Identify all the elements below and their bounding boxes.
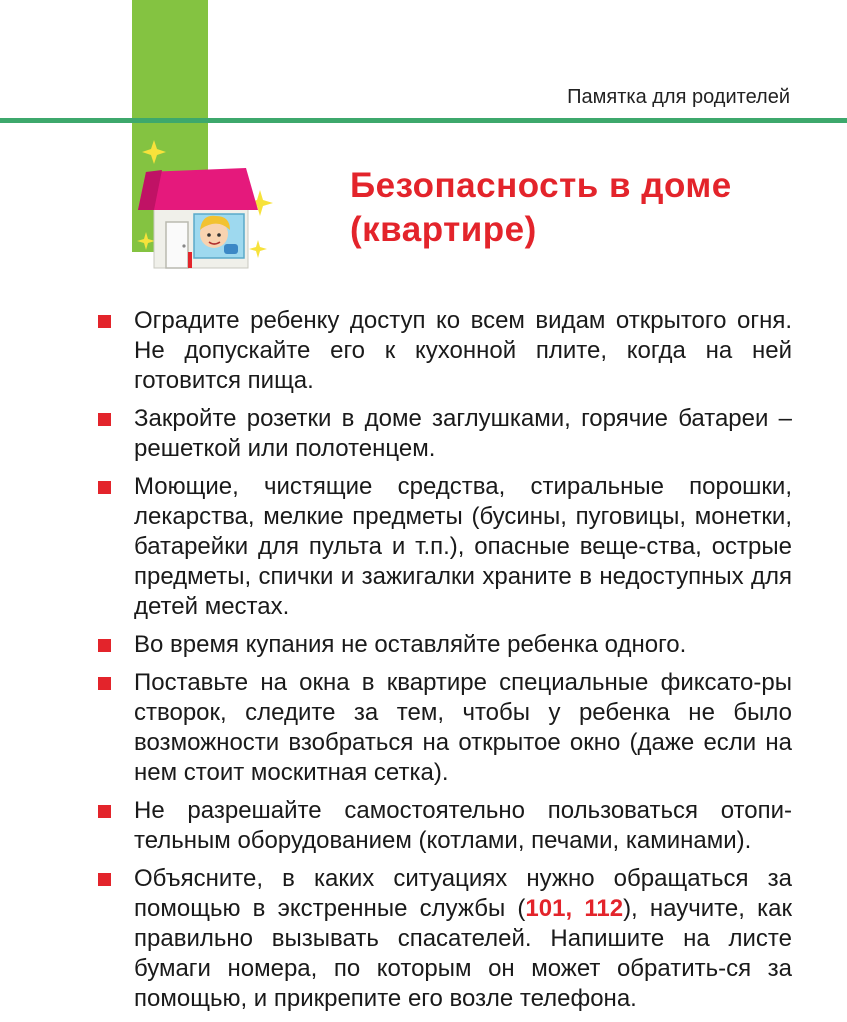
- square-bullet-icon: [98, 677, 111, 690]
- house-with-child-icon: [132, 140, 282, 270]
- list-item: [98, 472, 792, 622]
- page-title: [350, 164, 732, 252]
- list-item-text: Моющие, чистящие средства, стиральные порошки, лекарства, мелкие предметы (бусины, пуговицы, монетки, батарейки для пульта и т.п.), опасные веще-ства, острые предметы, спички и зажигалки храните в недоступных для детей местах.: [134, 473, 792, 620]
- list-item-text: Поставьте на окна в квартире специальные фиксато-ры створок, следите за тем, чтобы у ребенка не было возможности взобраться на открытое окно (даже если на нем стоит москитная сетка).: [134, 669, 792, 786]
- emergency-numbers: 101, 112: [525, 895, 624, 922]
- list-item-text: Закройте розетки в доме заглушками, горячие батареи – решеткой или полотенцем.: [134, 405, 792, 462]
- list-item: [98, 630, 792, 660]
- list-item: [98, 404, 792, 464]
- square-bullet-icon: [98, 639, 111, 652]
- square-bullet-icon: [98, 481, 111, 494]
- list-item-text: Оградите ребенку доступ ко всем видам открытого огня. Не допускайте его к кухонной плите, когда на ней готовится пища.: [134, 307, 792, 394]
- list-item-text: Во время купания не оставляйте ребенка одного.: [134, 631, 687, 658]
- safety-tips-list: [98, 306, 792, 1022]
- square-bullet-icon: [98, 315, 111, 328]
- square-bullet-icon: [98, 805, 111, 818]
- square-bullet-icon: [98, 413, 111, 426]
- list-item: [98, 796, 792, 856]
- title-line-1: Безопасность в доме: [350, 166, 732, 205]
- list-item-text-end: ), научите, как правильно вызывать спасателей. Напишите на листе бумаги номера, по которым он может обратить-ся за помощью, и прикрепите его возле телефона.: [134, 895, 792, 1012]
- header-label: Памятка для родителей: [567, 86, 790, 108]
- square-bullet-icon: [98, 873, 111, 886]
- list-item: [98, 864, 792, 1014]
- list-item-text-start: Объясните, в каких ситуациях нужно обращаться за помощью в экстренные службы (: [134, 865, 792, 922]
- title-line-2: (квартире): [350, 210, 537, 249]
- list-item: [98, 306, 792, 396]
- list-item-text: Не разрешайте самостоятельно пользоваться отопи-тельным оборудованием (котлами, печами, каминами).: [134, 797, 792, 854]
- header-divider: [0, 118, 847, 123]
- list-item: [98, 668, 792, 788]
